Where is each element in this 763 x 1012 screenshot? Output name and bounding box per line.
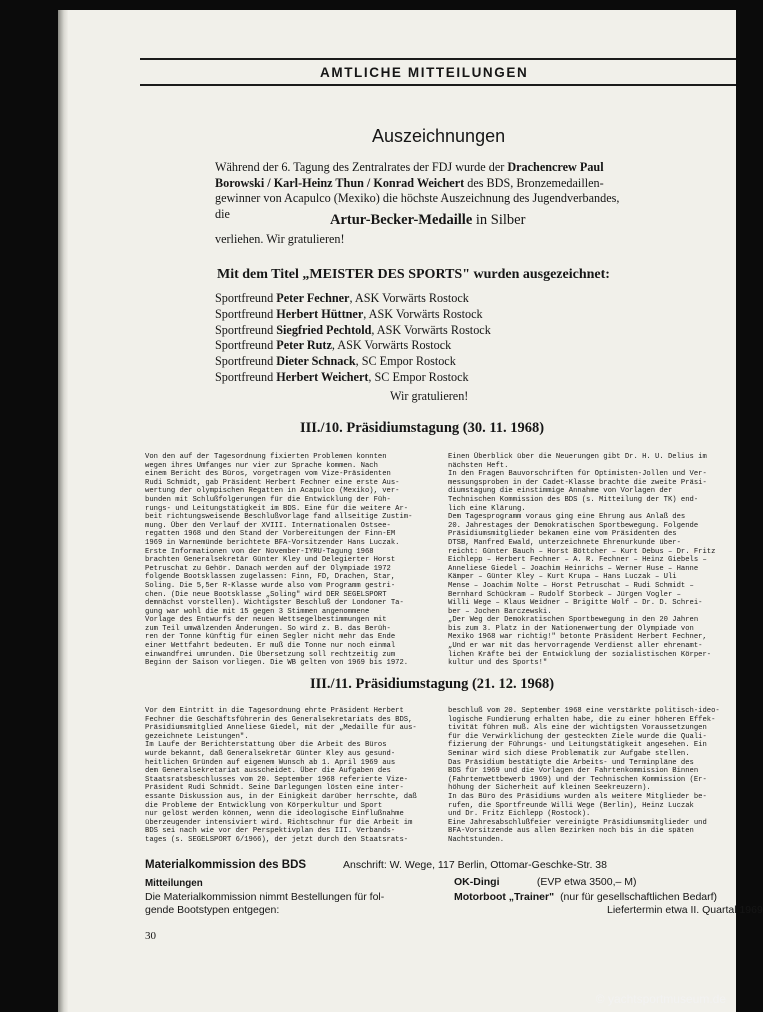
material-commission-title: Materialkommission des BDS (145, 859, 307, 871)
athlete-club: , ASK Vorwärts Rostock (331, 338, 452, 353)
boat-trainer (454, 891, 763, 916)
medal-line (330, 212, 525, 229)
list-item: Sportfreund Dieter Schnack, SC Empor Rostock (215, 354, 456, 369)
material-commission-address: Anschrift: W. Wege, 117 Berlin, Ottomar-Geschke-Str. 38 (343, 859, 607, 871)
intro-text: Während der 6. Tagung des Zentralrates der FDJ wurde der (215, 160, 508, 174)
meeting10-title: III./10. Präsidiumstagung (30. 11. 1968) (300, 420, 545, 436)
congrats-closing: Wir gratulieren! (390, 389, 469, 403)
page-number: 30 (145, 930, 156, 942)
header-rule-bottom (140, 84, 736, 86)
athlete-club: , SC Empor Rostock (368, 369, 469, 384)
watermark: © yachtsportmuseum.de (595, 992, 726, 1006)
athlete-name: Herbert Weichert (276, 369, 369, 384)
athlete-name: Herbert Hüttner (276, 306, 364, 321)
athlete-name: Siegfried Pechtold (276, 322, 372, 337)
boat-detail: (EVP etwa 3500,– M) (536, 876, 637, 888)
athlete-club: , ASK Vorwärts Rostock (363, 306, 483, 321)
meeting10-left-column: Von den auf der Tagesordnung fixierten Problemen konnten wegen ihres Umfanges nur vier zur Sprache kommen. Nach einem Bericht des Büros, vorgetragen vom Vize-Präsidenten Rudi Schmidt, gab Präsident Herbert Fechner eine erste Aus- wertung der olympischen Regatten in Acapulco (Mexiko), ver- bunden mit Schlußfolgerungen für die Entwicklung der Füh- rungs- und Leitungstätigkeit im BDS. Eine für die weitere Ar- beit richtungsweisende Beschlußvorlage fand allseitige Zustim- mung. Über den Verlauf der XVIII. Internationalen Ostsee- regatten 1968 und den Stand der Vorbereitungen der Finn-EM 1969 in Warnemünde berichtete BFA-Vorsitzender Hans Luczak. Erste Informationen von der November-IYRU-Tagung 1968 brachten Generalsekretär Günter Kley und Delegierter Horst Petruschat zu Gehör. Danach werden auf der Olympiade 1972 folgende Bootsklassen zugelassen: Finn, FD, Drachen, Star, Soling. Die 5,5er R-Klasse wurde also vom Programm gestri- chen. (Die neue Bootsklasse „Soling" wird DER SEGELSPORT demnächst vorstellen). Wichtigster Beschluß der Londoner Ta- gung war wohl die mit 15 gegen 3 Stimmen angenommene Vorlage des Entwurfs der neuen Wettsegelbestimmungen mit zum Teil umwälzenden Änderungen. So wird z. B. das Berüh- ren der Tonne künftig für einen Segler nicht mehr das Ende einer Wettfahrt bedeuten. Er muß die Tonne nur noch einmal einwandfrei umrunden. Die Übersetzung soll rechtzeitig zum Beginn der Saison vorliegen. Die WB gelten von 1969 bis 1972. (145, 453, 413, 668)
meeting11-left-column: Vor dem Eintritt in die Tagesordnung ehrte Präsident Herbert Fechner die Geschäftsführerin des Generalsekretariats des BDS, Präsidiumsmitglied Anneliese Giedel, mit der „Medaille für aus- gezeichnete Leistungen". Im Laufe der Berichterstattung über die Arbeit des Büros wurde bekannt, daß Generalsekretär Günter Kley aus gesund- heitlichen Gründen auf eigenem Wunsch ab 1. April 1969 aus dem Generalsekretariat ausscheidet. Über die Aufgaben des Staatsratsbeschlusses vom 20. September 1968 referierte Vize- Präsident Rudi Schmidt. Seine Darlegungen lösten eine inter- essante Diskussion aus, in der Einigkeit darüber herrschte, daß die Probleme der Entwicklung von Körperkultur und Sport nur gelöst werden können, wenn die ideologische Einflußnahme überzeugender intensiviert wird. Richtschnur für die Arbeit im BDS sei nach wie vor der Perspektivplan des III. Verbands- tages (s. SEGELSPORT 6/1966), der jetzt durch den Staatsrats- (145, 707, 417, 844)
intro-crew: Drachencrew Paul (507, 160, 604, 174)
intro-text: des BDS, Bronzemedaillen- (464, 175, 604, 190)
athlete-list (215, 291, 491, 386)
awards-title: Auszeichnungen (372, 126, 506, 146)
section-header: AMTLICHE MITTEILUNGEN (320, 65, 529, 80)
congrats-line: verliehen. Wir gratulieren! (215, 232, 345, 246)
boat-ok-dingi (454, 876, 637, 889)
meeting10-right-column: Einen Überblick über die Neuerungen gibt Dr. H. U. Delius im nächsten Heft. In den Fragen Bauvorschriften für Optimisten-Jollen und Ver- messungsproben in der Cadet-Klasse brachte die zweite Präsi- diumstagung die einstimmige Annahme von Vorlagen der Technischen Kommission des BDS (s. Mitteilung der TK) end- lich eine Klärung. Dem Tagesprogramm voraus ging eine Ehrung aus Anlaß des 20. Jahrestages der Demokratischen Sportbewegung. Folgende Präsidiumsmitglieder bekamen eine vom Präsidenten des DTSB, Manfred Ewald, unterzeichnete Ehrenurkunde über- reicht: Günter Bauch – Horst Böttcher – Kurt Debus – Dr. Fritz Eichlepp – Herbert Fechner – A. R. Fechner – Heinz Giebels – Anneliese Giedel – Joachim Heinrichs – Werner Huse – Hanne Kämper – Günter Kley – Kurt Krupa – Hans Luczak – Uli Mense – Joachim Nolte – Horst Petruschat – Rudi Schmidt – Bernhard Schückram – Rudolf Storbeck – Jürgen Vogler – Willi Wege – Klaus Weidner – Brigitte Wolf – Dr. D. Schrei- ber – Jochen Barczewski. „Der Weg der Demokratischen Sportbewegung in den 20 Jahren bis zum 3. Platz in der Nationenwertung der Olympiade von Mexiko 1968 war richtig!" betonte Präsident Herbert Fechner, „Und er war mit das hervorragende Verdienst aller ehrenamt- lichen Kräfte bei der Entwicklung der sozialistischen Körper- kultur und des Sports!" (448, 453, 716, 668)
boat-delivery-note: Liefertermin etwa II. Quartal 1969 (607, 903, 763, 916)
athlete-club: , ASK Vorwärts Rostock (349, 291, 469, 305)
athlete-club: , ASK Vorwärts Rostock (371, 322, 491, 337)
intro-crew-names: Borowski / Karl-Heinz Thun / Konrad Weichert (215, 175, 465, 190)
medal-grade: in Silber (472, 212, 526, 228)
intro-text: die (215, 206, 230, 221)
athlete-club: , SC Empor Rostock (355, 354, 456, 369)
list-item: Sportfreund Herbert Hüttner, ASK Vorwärts Rostock (215, 306, 483, 321)
master-title: Mit dem Titel „MEISTER DES SPORTS" wurden ausgezeichnet: (217, 267, 610, 282)
binding-edge (58, 10, 68, 1012)
athlete-name: Peter Rutz (276, 338, 332, 353)
list-item: Sportfreund Herbert Weichert, SC Empor Rostock (215, 369, 469, 384)
list-item: Sportfreund Peter Fechner, ASK Vorwärts Rostock (215, 291, 469, 305)
intro-text: gewinner von Acapulco (Mexiko) die höchste Auszeichnung des Jugendverbandes, (215, 191, 620, 205)
medal-name: Artur-Becker-Medaille (330, 212, 473, 228)
athlete-name: Dieter Schnack (276, 354, 356, 369)
boat-detail: (nur für gesellschaftlichen Bedarf) (560, 891, 718, 903)
list-item: Sportfreund Peter Rutz, ASK Vorwärts Rostock (215, 338, 452, 353)
material-subtitle: Mitteilungen (145, 878, 203, 889)
material-body: Die Materialkommission nimmt Bestellungen für fol- gende Bootstypen entgegen: (145, 891, 385, 916)
boat-name: Motorboot „Trainer" (454, 891, 555, 903)
list-item: Sportfreund Siegfried Pechtold, ASK Vorwärts Rostock (215, 322, 491, 337)
header-rule-top (140, 58, 736, 60)
document-page (58, 10, 763, 1012)
boat-name: OK-Dingi (454, 876, 500, 888)
meeting11-title: III./11. Präsidiumstagung (21. 12. 1968) (310, 676, 555, 692)
meeting11-right-column: beschluß vom 20. September 1968 eine verstärkte politisch-ideo- logische Fundierung erhalten habe, die zu einer höheren Effek- tivität führen muß. Als eine der wichtigsten Voraussetzungen für die Verwirklichung der gesteckten Ziele wurde die Quali- fizierung der Führungs- und Leitungstätigkeit angesehen. Ein Seminar wird sich diese Problematik zur Aufgabe stellen. Das Präsidium bestätigte die Arbeits- und Terminpläne des BDS für 1969 und die Vorlagen der Fahrtenkommission Binnen (Fahrtenwettbewerb 1969) und der Technischen Kommission (Er- höhung der Sicherheit auf kleinen Seekreuzern). In das Büro des Präsidiums wurden als weitere Mitglieder be- rufen, die Sportfreunde Willi Wege (Berlin), Heinz Luczak und Dr. Fritz Eichlepp (Rostock). Eine Jahresabschlußfeier vereinigte Präsidiumsmitglieder und BFA-Vorsitzende aus allen Bezirken noch bis in die späten Nachtstunden. (448, 707, 720, 844)
athlete-name: Peter Fechner (276, 291, 350, 305)
